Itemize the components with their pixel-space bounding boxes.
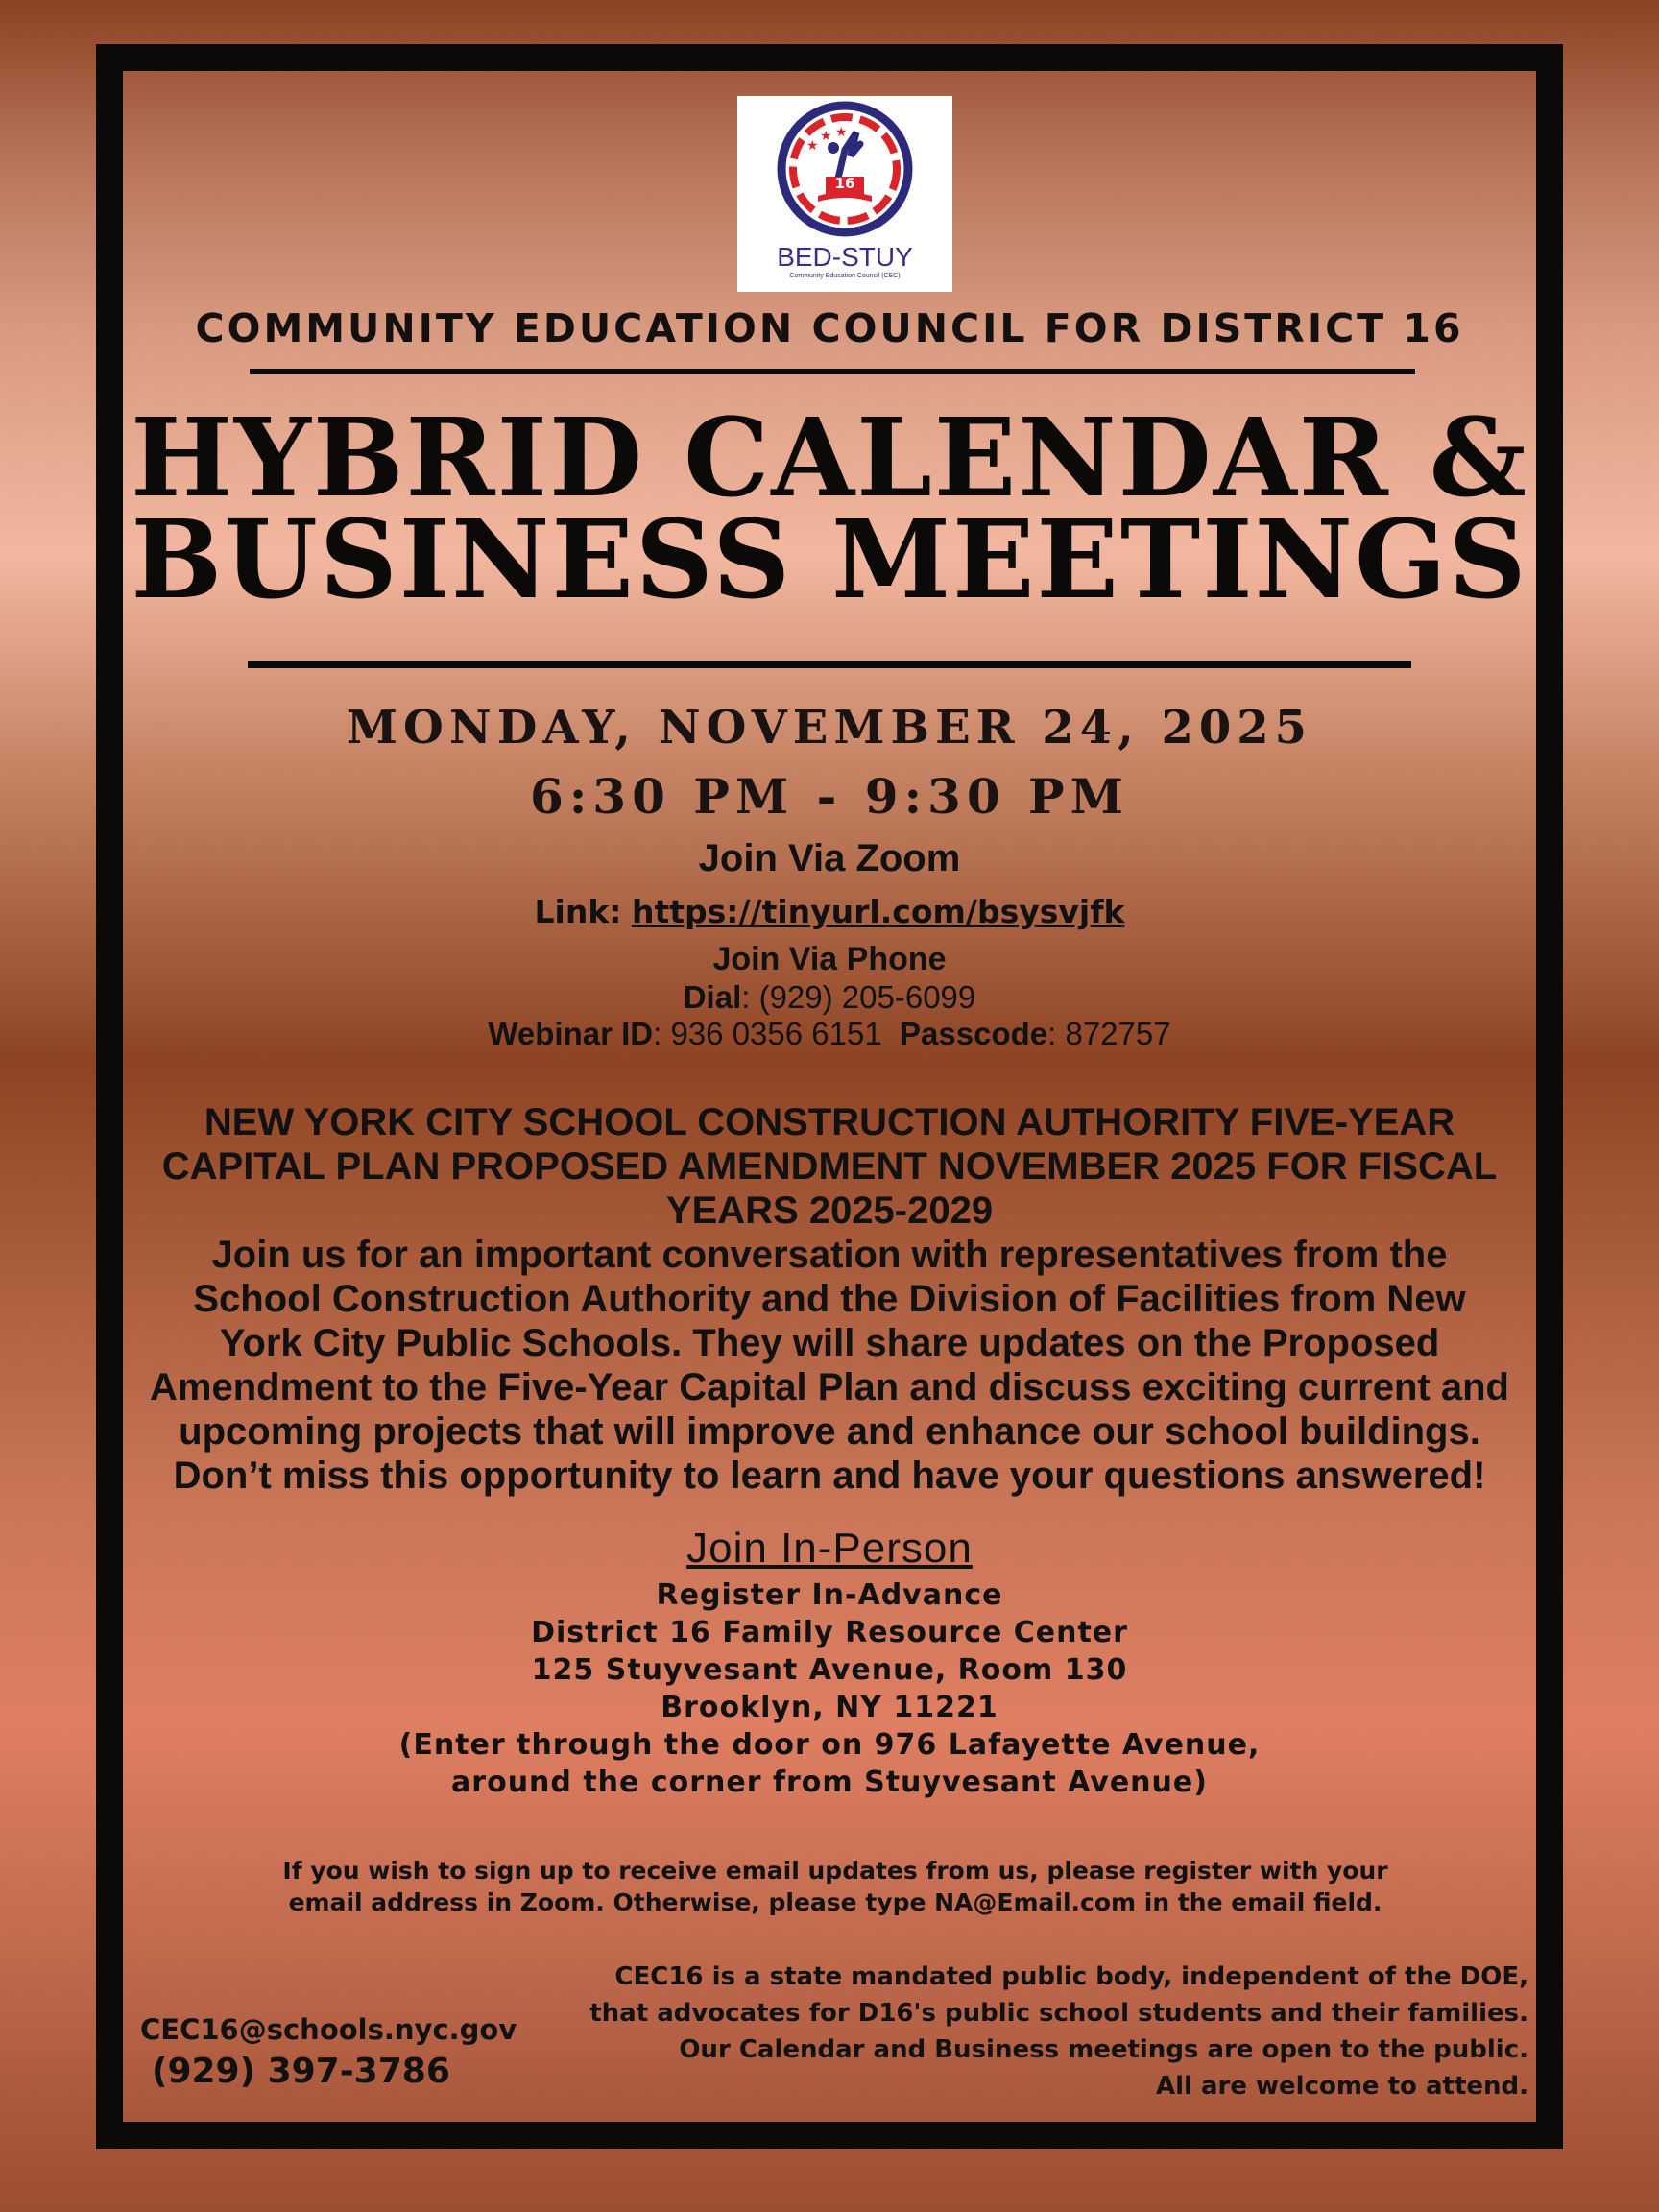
zoom-link-label: Link: [534,893,622,930]
logo-subtitle: Community Education Council (CEC) [789,273,901,279]
dial-number: : (929) 205-6099 [741,979,976,1015]
mandate-line: Our Calendar and Business meetings are open to the public. [679,2035,1528,2064]
webinar-row [0,1016,1659,1052]
email-note-line: email address in Zoom. Otherwise, please type NA@Email.com in the email field. [288,1888,1382,1916]
svg-text:★: ★ [820,129,832,144]
meeting-date: MONDAY, NOVEMBER 24, 2025 [346,701,1313,755]
mandate-line: All are welcome to attend. [1155,2072,1528,2101]
contact-email[interactable]: CEC16@schools.nyc.gov [140,2013,517,2046]
webinar-label: Webinar ID [488,1016,654,1051]
dial-label: Dial [683,979,742,1015]
headline-line-1: HYBRID CALENDAR & [131,396,1528,521]
mandate-line: that advocates for D16's public school students and their families. [589,1999,1528,2028]
cec16-logo [737,96,952,292]
address-line: District 16 Family Resource Center [531,1616,1128,1649]
sca-title [0,1100,1659,1233]
dial-row [0,979,1659,1016]
sca-body-line: School Construction Authority and the Division of Facilities from New [193,1278,1466,1320]
zoom-link[interactable]: https://tinyurl.com/bsysvjfk [631,893,1125,930]
in-person-details [0,1576,1659,1801]
sca-title-line: NEW YORK CITY SCHOOL CONSTRUCTION AUTHORITY FIVE-YEAR [204,1101,1455,1143]
headline-line-2: BUSINESS MEETINGS [131,497,1528,623]
address-line: around the corner from Stuyvesant Avenue) [451,1766,1208,1799]
email-note-line: If you wish to sign up to receive email updates from us, please register with your [282,1857,1388,1885]
sca-body-line: York City Public Schools. They will share updates on the Proposed [219,1322,1440,1364]
contact-phone[interactable]: (929) 397-3786 [152,2052,450,2091]
join-in-person-title: Join In-Person [686,1525,973,1572]
address-line: Register In-Advance [656,1578,1003,1612]
svg-text:★: ★ [806,138,819,154]
sca-body-line: Amendment to the Five-Year Capital Plan and discuss exciting current and [150,1366,1509,1408]
sca-body-line: Don’t miss this opportunity to learn and have your questions answered! [173,1455,1486,1497]
svg-text:★: ★ [835,125,848,140]
passcode: : 872757 [1047,1016,1171,1051]
address-line: (Enter through the door on 976 Lafayette Avenue, [398,1728,1261,1762]
sca-title-line: YEARS 2025-2029 [665,1190,994,1232]
zoom-link-row [0,893,1659,930]
meeting-time: 6:30 PM - 9:30 PM [530,768,1129,825]
sca-description [0,1233,1659,1498]
sca-body-line: Join us for an important conversation with representatives from the [211,1234,1448,1276]
poster-border [96,44,1563,2149]
headline-divider [248,661,1411,668]
join-phone-title: Join Via Phone [712,941,947,977]
passcode-label: Passcode [900,1016,1048,1051]
council-title: COMMUNITY EDUCATION COUNCIL FOR DISTRICT 16 [195,305,1464,351]
sca-title-line: CAPITAL PLAN PROPOSED AMENDMENT NOVEMBER 2025 FOR FISCAL [161,1145,1498,1188]
top-divider [250,369,1415,374]
email-signup-note [0,1855,1659,1918]
logo-emblem-icon [737,96,952,240]
address-line: Brooklyn, NY 11221 [661,1691,998,1724]
sca-body-line: upcoming projects that will improve and enhance our school buildings. [179,1410,1480,1453]
join-zoom-title: Join Via Zoom [698,837,961,879]
address-line: 125 Stuyvesant Avenue, Room 130 [531,1653,1128,1687]
logo-number: 16 [834,175,855,192]
mandate-line: CEC16 is a state mandated public body, independent of the DOE, [614,1962,1528,1991]
webinar-id: : 936 0356 6151 [653,1016,882,1051]
logo-name: BED-STUY [777,242,913,272]
mandate-statement [589,1959,1528,2104]
